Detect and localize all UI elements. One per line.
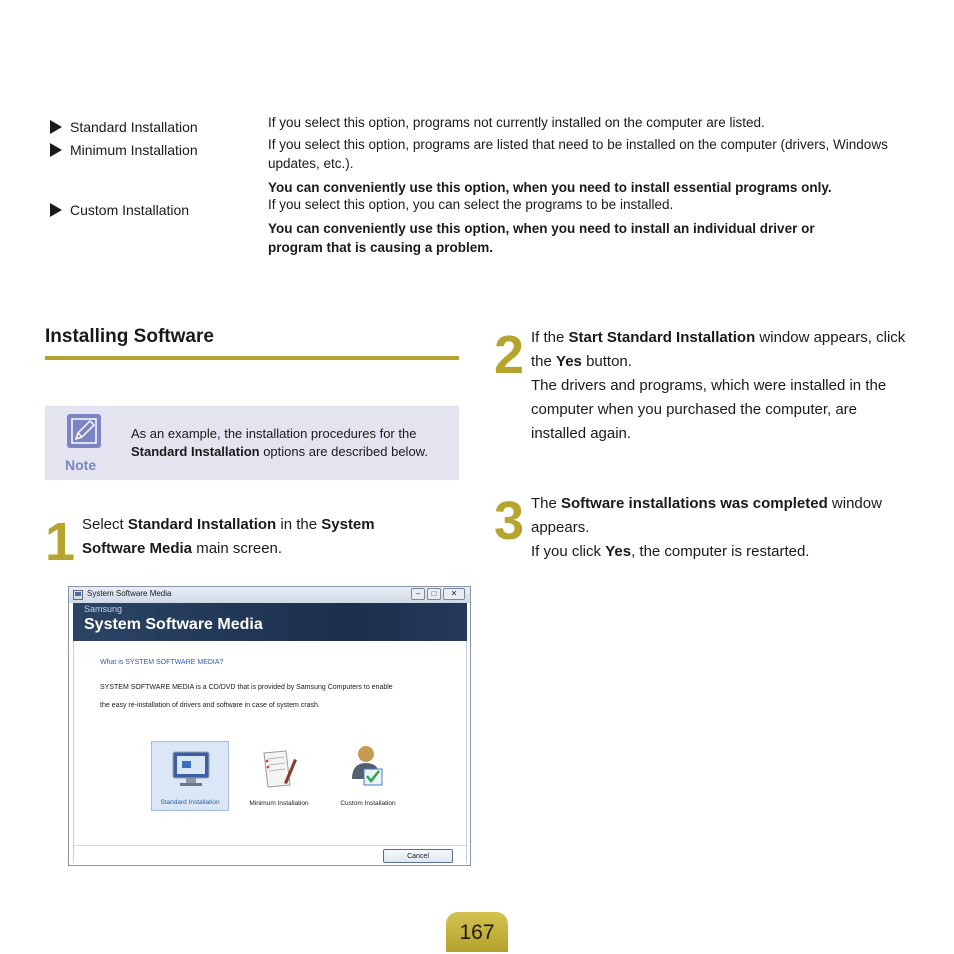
triangle-bullet-icon (50, 203, 62, 217)
minimize-button[interactable]: – (411, 588, 425, 600)
brand-name: Samsung (84, 604, 123, 614)
section-title: Installing Software (45, 326, 214, 347)
desc-standard: If you select this option, programs not currently installed on the computer are listed. (268, 115, 765, 130)
standard-installation-option[interactable] (151, 741, 229, 811)
step-number-1: 1 (45, 512, 76, 572)
option-standard-installation (50, 119, 198, 135)
triangle-bullet-icon (50, 120, 62, 134)
info-question: What is SYSTEM SOFTWARE MEDIA? (100, 659, 224, 666)
section-divider (45, 356, 459, 360)
system-software-media-window (68, 586, 471, 866)
window-banner (73, 603, 467, 641)
info-paragraph-2: the easy re-installation of drivers and software in case of system crash. (100, 702, 320, 709)
option-label: Minimum Installation (70, 142, 198, 158)
page-number: 167 (459, 921, 495, 944)
product-name: System Software Media (84, 616, 263, 633)
option-minimum-installation (50, 142, 198, 158)
window-body (73, 641, 467, 863)
monitor-icon (169, 750, 213, 790)
info-paragraph-1: SYSTEM SOFTWARE MEDIA is a CD/DVD that is provided by Samsung Computers to enable (100, 684, 393, 691)
standard-installation-label: Standard Installation (160, 799, 220, 806)
document-pen-icon (258, 749, 300, 789)
custom-installation-option[interactable] (329, 741, 407, 811)
close-button[interactable]: ✕ (443, 588, 465, 600)
step-number-3: 3 (494, 491, 525, 551)
maximize-button[interactable]: □ (427, 588, 441, 600)
step-number-2: 2 (494, 325, 525, 385)
app-icon (73, 590, 83, 600)
desc-custom-bold: You can conveniently use this option, when you need to install an individual driver or program that is causing a problem. (268, 221, 815, 255)
desc-custom: If you select this option, you can select the programs to be installed. (268, 197, 674, 212)
minimum-installation-option[interactable] (240, 741, 318, 811)
step-text-3: The Software installations was completed window appears. If you click Yes, the computer is restarted. (531, 495, 882, 560)
custom-installation-label: Custom Installation (340, 800, 396, 807)
page-number-tab (446, 912, 508, 952)
desc-minimum: If you select this option, programs are listed that need to be installed on the computer (drivers, Windows updates, etc.). (268, 137, 888, 171)
step-text-2: If the Start Standard Installation window appears, click the Yes button. The drivers and programs, which were installed in the computer when you purchased the computer, are installed again. (531, 329, 906, 442)
note-pencil-icon (67, 414, 101, 448)
option-label: Standard Installation (70, 119, 198, 135)
window-titlebar (69, 587, 470, 603)
desc-minimum-bold: You can conveniently use this option, when you need to install essential programs only. (268, 180, 832, 195)
window-title: System Software Media (87, 589, 172, 598)
footer-divider (74, 845, 466, 846)
option-label: Custom Installation (70, 202, 190, 218)
step-text-1: Select Standard Installation in the System Software Media main screen. (82, 516, 375, 557)
option-custom-installation (50, 202, 189, 218)
cancel-button[interactable]: Cancel (383, 849, 453, 863)
user-check-icon (346, 745, 390, 791)
note-box (45, 406, 459, 480)
triangle-bullet-icon (50, 143, 62, 157)
minimum-installation-label: Minimum Installation (249, 800, 309, 807)
note-label: Note (65, 457, 97, 473)
note-text: As an example, the installation procedures for the Standard Installation options are described below. (131, 426, 428, 459)
